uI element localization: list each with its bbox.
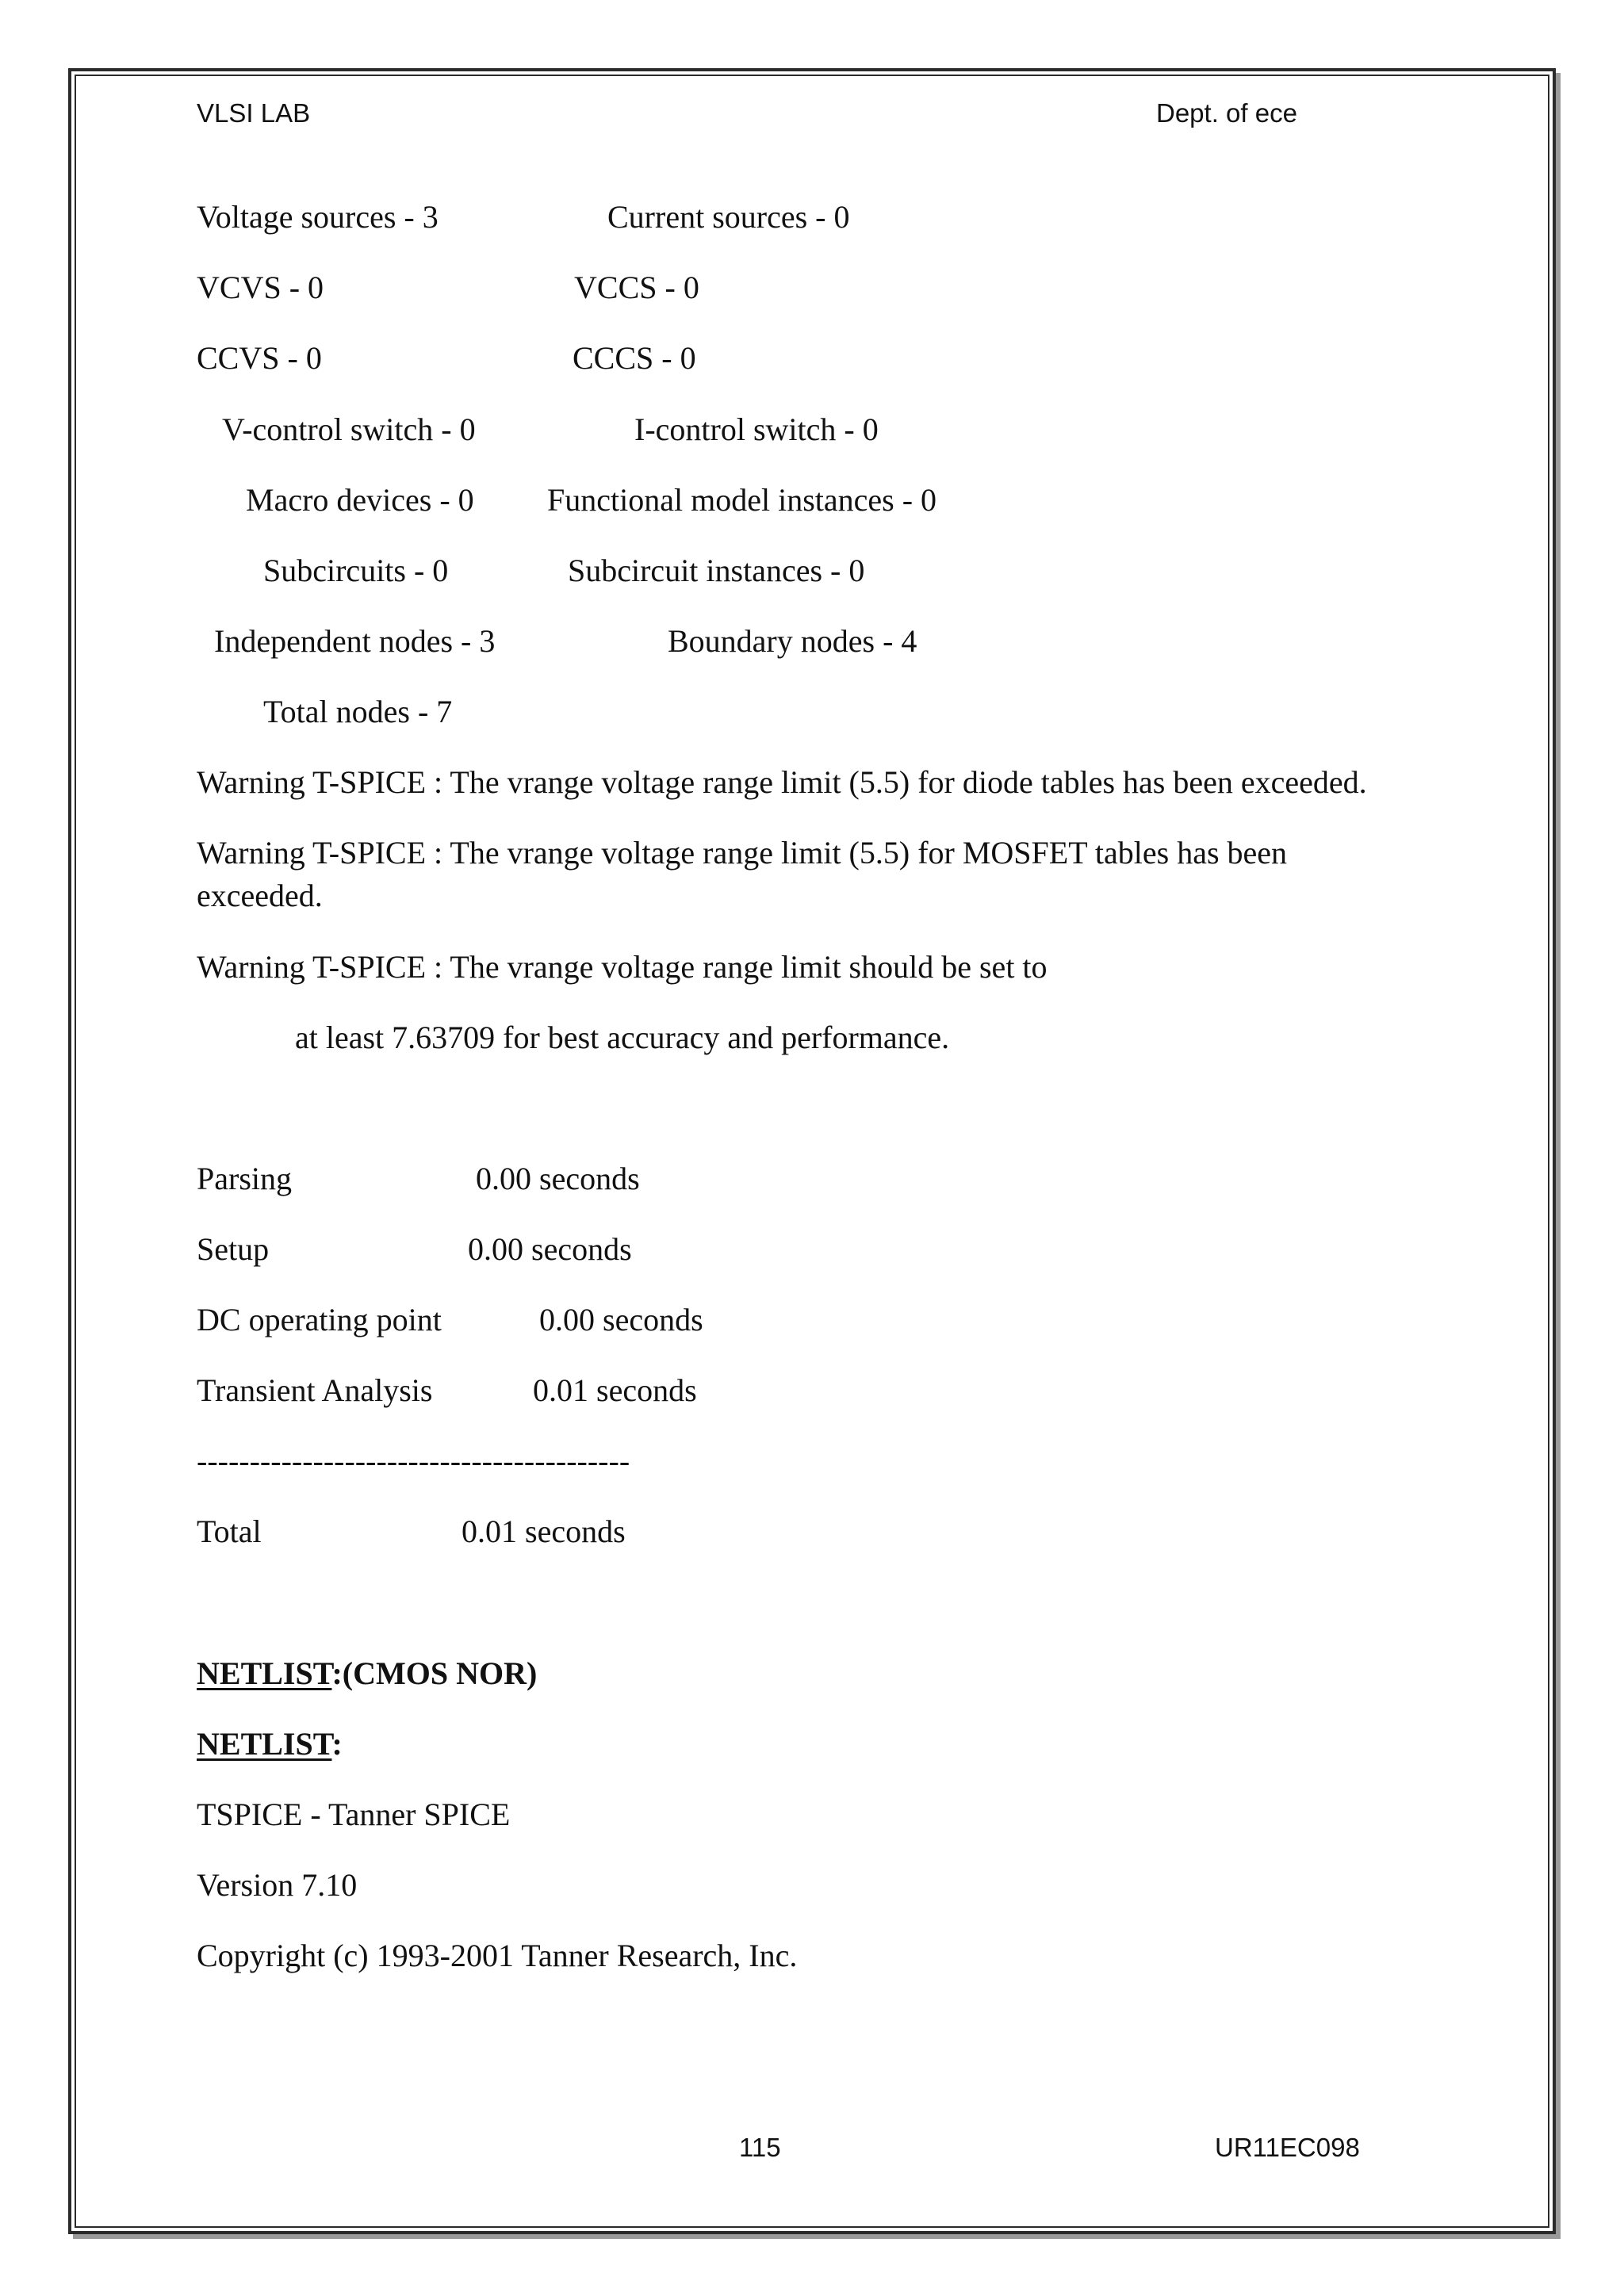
stat-current-sources: Current sources - 0 [607, 199, 850, 235]
netlist-copyright: Copyright (c) 1993-2001 Tanner Research, Inc. [197, 1938, 798, 1973]
timing-transient-analysis-label: Transient Analysis [197, 1372, 433, 1408]
stat-i-control-switch: I-control switch - 0 [634, 411, 879, 447]
timing-setup-value: 0.00 seconds [468, 1231, 632, 1267]
header-right: Dept. of ece [1156, 98, 1297, 128]
stat-ccvs: CCVS - 0 [197, 340, 322, 376]
stat-vcvs: VCVS - 0 [197, 270, 324, 305]
page-number: 115 [739, 2133, 781, 2162]
netlist-heading-suffix: :(CMOS NOR) [331, 1655, 538, 1691]
timing-parsing-value: 0.00 seconds [476, 1161, 640, 1196]
stat-macro-devices: Macro devices - 0 [246, 482, 474, 518]
stat-total-nodes: Total nodes - 7 [263, 694, 453, 729]
stat-functional-model-instances: Functional model instances - 0 [547, 482, 937, 518]
stat-voltage-sources: Voltage sources - 3 [197, 199, 439, 235]
stat-independent-nodes: Independent nodes - 3 [214, 623, 496, 659]
warning-diode-tables: Warning T-SPICE : The vrange voltage range limit (5.5) for diode tables has been exceeded. [197, 764, 1367, 800]
netlist-heading-cmos-nor [197, 1655, 538, 1691]
warning-mosfet-tables: Warning T-SPICE : The vrange voltage range limit (5.5) for MOSFET tables has been [197, 835, 1288, 871]
timing-dc-operating-point-label: DC operating point [197, 1302, 442, 1337]
timing-total-label: Total [197, 1513, 262, 1549]
stat-subcircuits: Subcircuits - 0 [263, 553, 449, 588]
timing-dc-operating-point-value: 0.00 seconds [539, 1302, 703, 1337]
netlist-subheading-suffix: : [331, 1726, 343, 1762]
timing-parsing-label: Parsing [197, 1161, 292, 1196]
netlist-heading [197, 1728, 343, 1760]
warning-vrange-limit-cont: at least 7.63709 for best accuracy and performance. [295, 1020, 950, 1055]
netlist-subheading-label: NETLIST [197, 1726, 332, 1762]
stat-subcircuit-instances: Subcircuit instances - 0 [568, 553, 865, 588]
warning-vrange-limit: Warning T-SPICE : The vrange voltage range limit should be set to [197, 949, 1048, 985]
netlist-version: Version 7.10 [197, 1867, 358, 1903]
stat-boundary-nodes: Boundary nodes - 4 [668, 623, 917, 659]
netlist-tool-name: TSPICE - Tanner SPICE [197, 1797, 511, 1832]
stat-vccs: VCCS - 0 [574, 270, 699, 305]
footer-roll-number: UR11EC098 [1215, 2133, 1360, 2162]
timing-transient-analysis-value: 0.01 seconds [533, 1372, 697, 1408]
warning-mosfet-tables-cont: exceeded. [197, 878, 323, 913]
stat-cccs: CCCS - 0 [573, 340, 696, 376]
header-left: VLSI LAB [197, 98, 311, 128]
timing-total-value: 0.01 seconds [462, 1513, 626, 1549]
netlist-heading-label: NETLIST [197, 1655, 332, 1691]
separator-line: ----------------------------------------- [197, 1443, 630, 1479]
timing-setup-label: Setup [197, 1231, 270, 1267]
stat-v-control-switch: V-control switch - 0 [222, 411, 476, 447]
page-border-inner [75, 75, 1549, 2228]
